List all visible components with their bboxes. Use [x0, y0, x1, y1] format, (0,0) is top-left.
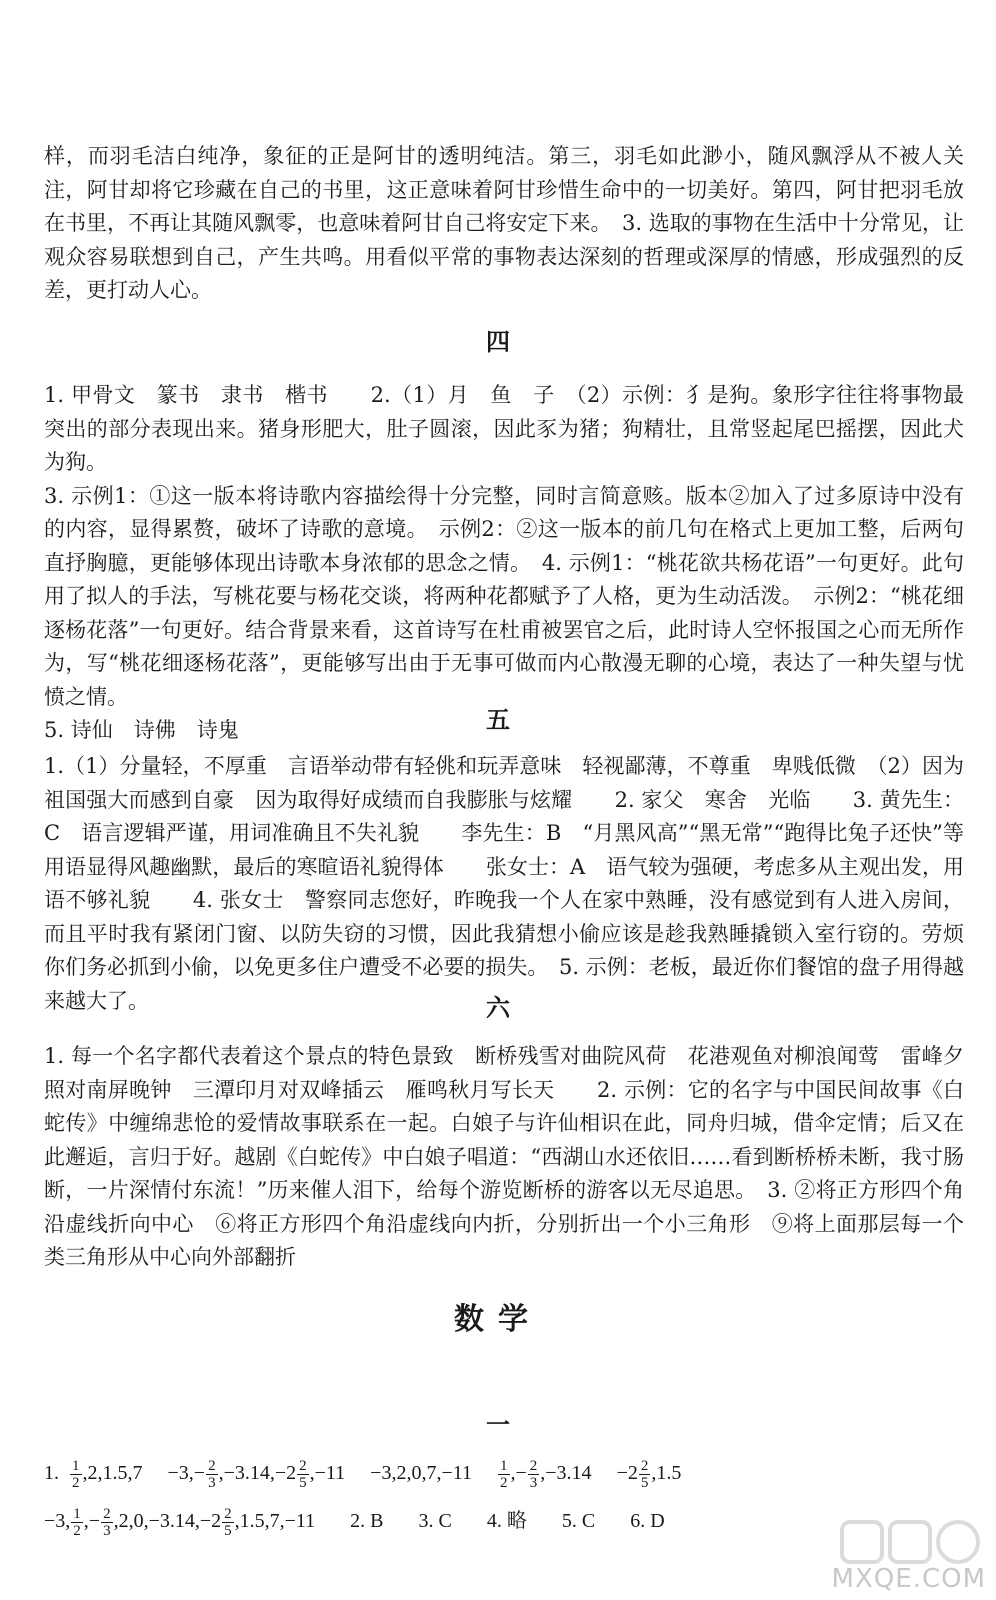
fraction: $\frac{1}{2}$: [73, 1506, 81, 1539]
answer-6: 6. D: [630, 1510, 665, 1533]
answer-text: −3,: [44, 1510, 71, 1533]
fraction: $\frac{1}{2}$: [500, 1458, 508, 1491]
section-heading-4: 四: [486, 328, 510, 356]
section-5-body: [44, 750, 964, 1018]
continuation-paragraph: [44, 140, 964, 308]
fraction: $\frac{2}{3}$: [208, 1458, 216, 1491]
answer-text: ,2,1.5,7: [82, 1462, 143, 1485]
section-4-para-1: 1. 甲骨文 篆书 隶书 楷书 2.（1）月 鱼 子 （2）示例：犭是狗。象形字往往将事物最突出的部分表现出来。猪身形肥大，肚子圆滚，因此豕为猪；狗精壮，且常竖起尾巴摇摆，因此犬为狗。: [44, 383, 964, 474]
math-answer-line-2: [44, 1506, 974, 1539]
section-4-body: [44, 379, 964, 748]
fraction: $\frac{1}{2}$: [72, 1458, 80, 1491]
answer-text: ,−3.14: [540, 1462, 592, 1485]
section-5-para-1: 1.（1）分量轻，不厚重 言语举动带有轻佻和玩弄意味 轻视鄙薄，不尊重 卑贱低微 （2）因为祖国强大而感到自豪 因为取得好成绩而自我膨胀与炫耀 2. 家父 寒舍 光临 3. 黄先生：C 语言逻辑严谨，用词准确且不失礼貌 李先生：B “月黑风高”“黑无常”“跑得比兔子还快”等用语显得风趣幽默，最后的寒暄语礼貌得体 张女士：A 语气较为强硬，考虑多从主观出发，用语不够礼貌 4. 张女士 警察同志您好，昨晚我一个人在家中熟睡，没有感觉到有人进入房间，而且平时我有紧闭门窗、以防失窃的习惯，因此我猜想小偷应该是趁我熟睡撬锁入室行窃的。劳烦你们务必抓到小偷，以免更多住户遭受不必要的损失。 5. 示例：老板，最近你们餐馆的盘子用得越来越大了。: [44, 754, 964, 1013]
fraction: $\frac{2}{3}$: [529, 1458, 538, 1491]
answer-2: 2. B: [350, 1510, 384, 1533]
fraction: $\frac{2}{5}$: [640, 1458, 649, 1491]
fraction: $\frac{2}{5}$: [224, 1506, 232, 1539]
section-6-para-1: 1. 每一个名字都代表着这个景点的特色景致 断桥残雪对曲院风荷 花港观鱼对柳浪闻莺 雷峰夕照对南屏晚钟 三潭印月对双峰插云 雁鸣秋月写长天 2. 示例：它的名字与中国民间故事《白蛇传》中缠绵悲怆的爱情故事联系在一起。白娘子与许仙相识在此，同舟归城，借伞定情；后又在此邂逅，言归于好。越剧《白蛇传》中白娘子唱道：“西湖山水还依旧……看到断桥桥未断，我寸肠断，一片深情付东流！”历来催人泪下，给每个游览断桥的游客以无尽追思。 3. ②将正方形四个角沿虚线折向中心 ⑥将正方形四个角沿虚线向内折，分别折出一个小三角形 ⑨将上面那层每一个类三角形从中心向外部翻折: [44, 1044, 964, 1269]
answer-text: ,−: [83, 1510, 101, 1533]
answer-text: ,1.5,7,−11: [234, 1510, 316, 1533]
section-4-para-2: 3. 示例1：①这一版本将诗歌内容描绘得十分完整，同时言简意赅。版本②加入了过多原诗中没有的内容，显得累赘，破坏了诗歌的意境。 示例2：②这一版本的前几句在格式上更加工整，后两句直抒胸臆，更能够体现出诗歌本身浓郁的思念之情。 4. 示例1：“桃花欲共杨花语”一句更好。此句用了拟人的手法，写桃花要与杨花交谈，将两种花都赋予了人格，更为生动活泼。 示例2：“桃花细逐杨花落”一句更好。结合背景来看，这首诗写在杜甫被罢官之后，此时诗人空怀报国之心而无所作为，写“桃花细逐杨花落”，更能够写出由于无事可做而内心散漫无聊的心境，表达了一种失望与忧愤之情。: [44, 483, 964, 709]
answer-text: ,−11: [309, 1462, 346, 1485]
math-section-heading-1: 一: [486, 1411, 510, 1439]
section-heading-5: 五: [486, 706, 510, 734]
section-6-body: [44, 1040, 964, 1275]
math-answer-line-1: [44, 1458, 974, 1491]
answer-text: −3,2,0,7,−11: [370, 1462, 472, 1485]
answer-text: −2: [616, 1462, 638, 1485]
section-heading-6: 六: [486, 994, 510, 1022]
answer-text: ,2,0,−3.14,−2: [113, 1510, 222, 1533]
continuation-text: 样，而羽毛洁白纯净，象征的正是阿甘的透明纯洁。第三，羽毛如此渺小，随风飘浮从不被人关注，阿甘却将它珍藏在自己的书里，这正意味着阿甘珍惜生命中的一切美好。第四，阿甘把羽毛放在书里，不再让其随风飘零，也意味着阿甘自己将安定下来。 3. 选取的事物在生活中十分常见，让观众容易联想到自己，产生共鸣。用看似平常的事物表达深刻的哲理或深厚的情感，形成强烈的反差，更打动人心。: [44, 144, 964, 302]
answer-text: ,1.5: [651, 1462, 682, 1485]
answer-text: ,−: [510, 1462, 527, 1485]
answer-3: 3. C: [418, 1510, 452, 1533]
fraction: $\frac{2}{5}$: [299, 1458, 307, 1491]
watermark-text: MXQE.COM: [831, 1564, 986, 1594]
answer-text: −3,−: [167, 1462, 206, 1485]
fraction: $\frac{2}{3}$: [103, 1506, 111, 1539]
section-4-para-3: 5. 诗仙 诗佛 诗鬼: [44, 718, 239, 742]
answer-text: ,−3.14,−2: [218, 1462, 297, 1485]
answer-4: 4. 略: [486, 1510, 527, 1533]
answer-5: 5. C: [561, 1510, 596, 1533]
subject-title-math: 数学: [454, 1302, 542, 1337]
question-number: 1.: [44, 1462, 59, 1485]
